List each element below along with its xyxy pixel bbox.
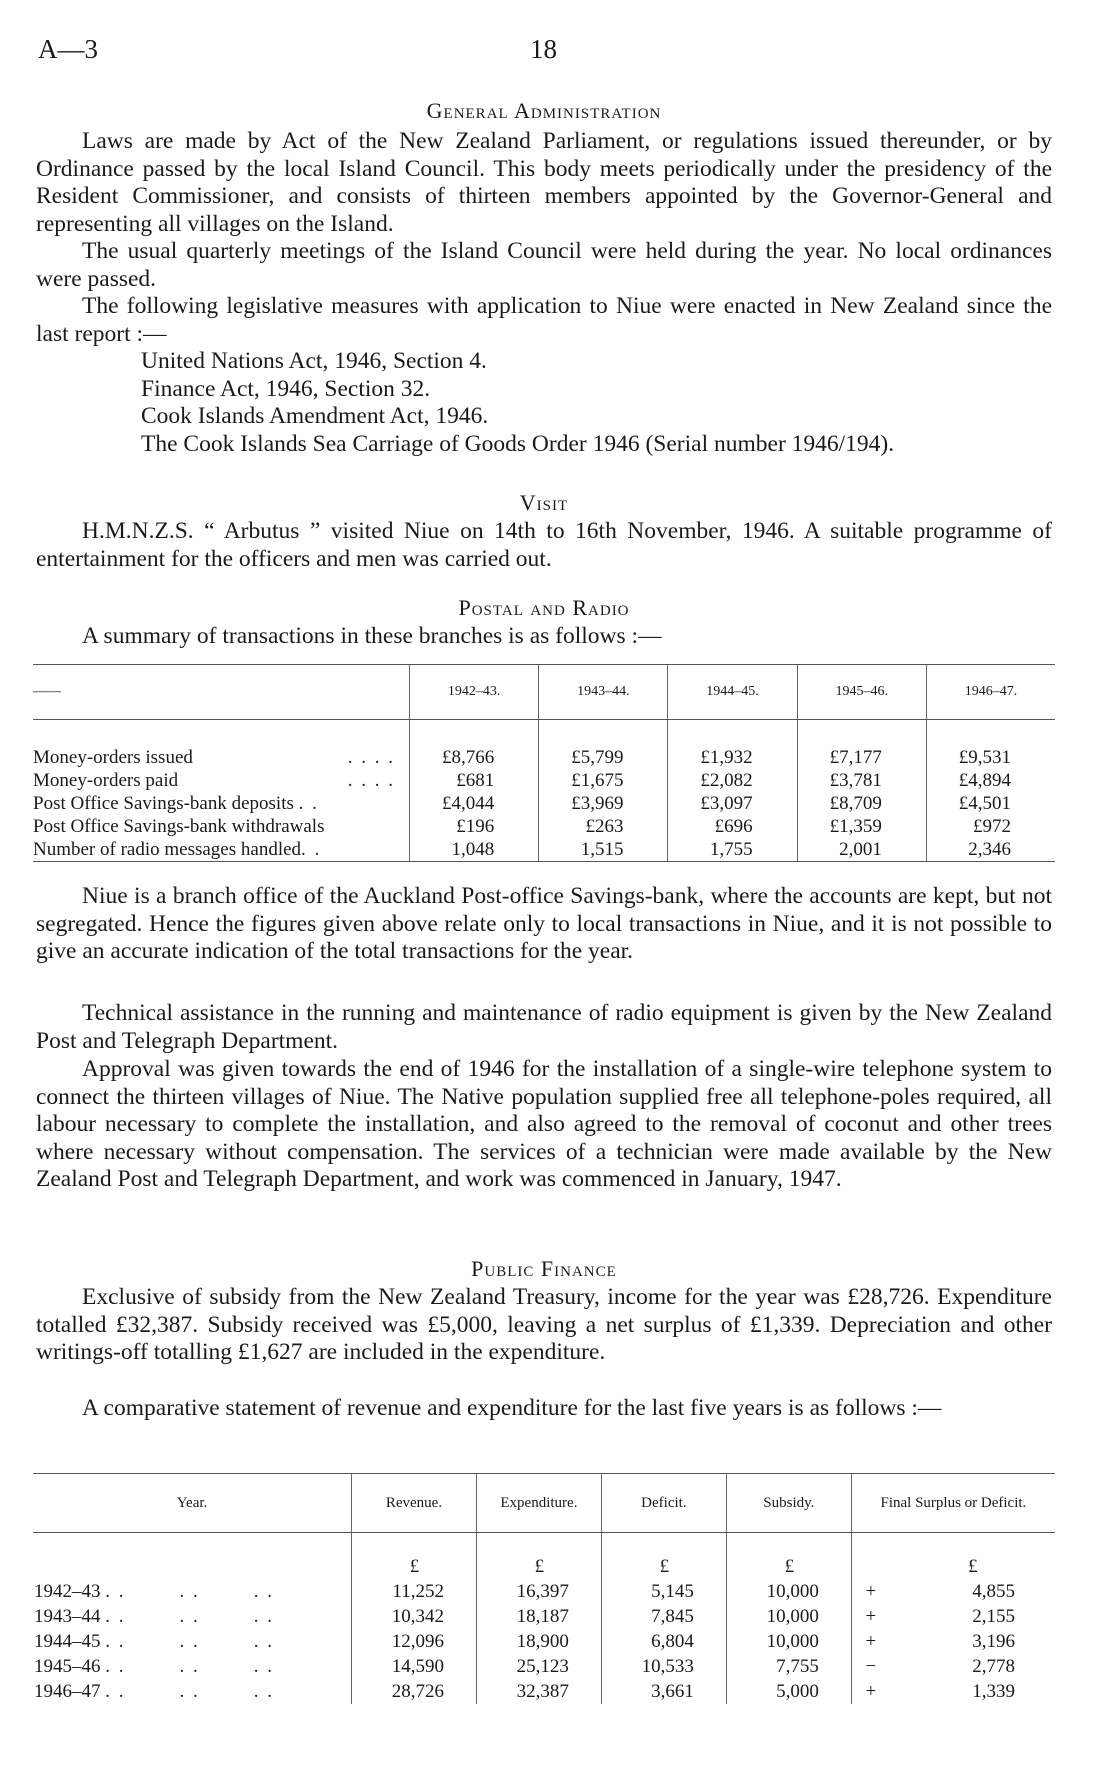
column-header: Final Surplus or Deficit.: [851, 1474, 1055, 1533]
table-cell: 1,339: [972, 1680, 1015, 1702]
sign-cell: +: [851, 1679, 890, 1704]
column-header: Subsidy.: [726, 1474, 851, 1533]
column-header: Revenue.: [352, 1474, 477, 1533]
legislation-item: United Nations Act, 1946, Section 4.: [141, 348, 487, 374]
row-label: Post Office Savings-bank deposits: [33, 792, 294, 814]
revenue-expenditure-table: [33, 1473, 1055, 1704]
row-label: Number of radio messages handled: [33, 838, 302, 860]
table-cell: 4,855: [972, 1580, 1015, 1602]
table-cell: £3,969: [539, 792, 668, 815]
column-header: 1942–43.: [410, 665, 539, 720]
unit-label: £: [968, 1556, 978, 1577]
finance-paragraph-1: Exclusive of subsidy from the New Zealand Treasury, income for the year was £28,726. Expenditure totalled £32,387. Subsidy received was £5,000, leaving a net surplus of £1,339. Depreciation and other writings-off totalling £1,627 are included in the expenditure.: [36, 1284, 1052, 1365]
admin-paragraph-3: The following legislative measures with application to Niue were enacted in New Zealand since the last report :—: [36, 293, 1052, 347]
column-header: Expenditure.: [476, 1474, 601, 1533]
column-header: 1943–44.: [539, 665, 668, 720]
finance-paragraph-2: A comparative statement of revenue and expenditure for the last five years is as follows :—: [82, 1395, 942, 1421]
table-cell: 18,187: [476, 1604, 601, 1629]
table-cell: £5,799: [539, 746, 668, 769]
table-row: [33, 792, 1055, 815]
table-cell: 3,196: [972, 1630, 1015, 1652]
table-cell: 2,778: [972, 1655, 1015, 1677]
table-header-row: [33, 1474, 1055, 1533]
table-cell: 28,726: [352, 1679, 477, 1704]
postal-paragraph-3: Approval was given towards the end of 1946 for the installation of a single-wire telephone system to connect the thirteen villages of Niue. The Native population supplied free all telephone-poles required, all labour necessary to complete the installation, and also agreed to the removal of coconut and other trees where necessary without compensation. The services of a technician were made available by the New Zealand Post and Telegraph Department, and work was commenced in January, 1947.: [36, 1056, 1052, 1192]
row-label: Money-orders paid: [33, 769, 179, 791]
column-header: 1946–47.: [926, 665, 1055, 720]
leader-dots: . . . . . .: [105, 1605, 274, 1627]
table-cell: 7,755: [726, 1654, 851, 1679]
table-cell: 32,387: [476, 1679, 601, 1704]
table-row: [33, 769, 1055, 792]
table-cell: 6,804: [601, 1629, 726, 1654]
sign-cell: +: [851, 1579, 890, 1604]
table-cell: 12,096: [352, 1629, 477, 1654]
admin-paragraph-1: Laws are made by Act of the New Zealand Parliament, or regulations issued thereunder, or by Ordinance passed by the local Island Council. This body meets periodically under the presidency of the Resident Commissioner, and consists of thirteen members appointed by the Governor-General and representing all villages on the Island.: [36, 128, 1052, 237]
report-reference: A—3: [38, 34, 98, 64]
table-cell: 10,342: [352, 1604, 477, 1629]
leader-dots: . . . . . .: [105, 1630, 274, 1652]
leader-dots: . . . . . .: [105, 1655, 274, 1677]
table-row: [33, 838, 1055, 862]
table-row: [33, 815, 1055, 838]
year-label: 1944–45: [34, 1630, 101, 1652]
leader-dots: . . . .: [347, 769, 395, 791]
unit-label: £: [476, 1533, 601, 1580]
table-cell: 25,123: [476, 1654, 601, 1679]
legislation-item: Cook Islands Amendment Act, 1946.: [141, 403, 489, 429]
section-heading-visit: Visit: [519, 490, 569, 515]
section-heading-general-administration: General Administration: [426, 98, 662, 123]
table-row: [33, 1579, 1055, 1604]
section-heading-postal-radio: Postal and Radio: [458, 595, 630, 620]
table-cell: 7,845: [601, 1604, 726, 1629]
legislation-item: The Cook Islands Sea Carriage of Goods Order 1946 (Serial number 1946/194).: [141, 430, 895, 457]
table-cell: 10,000: [726, 1579, 851, 1604]
year-label: 1946–47: [34, 1680, 101, 1702]
leader-dots: . .: [301, 838, 322, 860]
unit-row: [33, 1533, 1055, 1580]
column-header: Deficit.: [601, 1474, 726, 1533]
table-cell: 2,155: [972, 1605, 1015, 1627]
table-row: [33, 746, 1055, 769]
table-cell: £2,082: [668, 769, 797, 792]
leader-dots: . . . . . .: [105, 1680, 274, 1702]
table-cell: 14,590: [352, 1654, 477, 1679]
table-cell: 11,252: [352, 1579, 477, 1604]
table-cell: 2,346: [926, 838, 1055, 862]
leader-dots: . . . . . .: [105, 1580, 274, 1602]
postal-radio-table: [33, 664, 1055, 862]
sign-cell: −: [851, 1654, 890, 1679]
table-cell: £4,044: [410, 792, 539, 815]
table-cell: 5,000: [726, 1679, 851, 1704]
table-cell: £696: [668, 815, 797, 838]
table-cell: £3,781: [797, 769, 926, 792]
table-cell: £8,766: [410, 746, 539, 769]
table-cell: £1,359: [797, 815, 926, 838]
table-cell: £8,709: [797, 792, 926, 815]
column-header: 1944–45.: [668, 665, 797, 720]
table-cell: £1,675: [539, 769, 668, 792]
table-cell: 2,001: [797, 838, 926, 862]
table-row: [33, 1604, 1055, 1629]
postal-paragraph-2: Technical assistance in the running and maintenance of radio equipment is given by the New Zealand Post and Telegraph Department.: [36, 1000, 1052, 1054]
sign-cell: +: [851, 1604, 890, 1629]
table-cell: £1,932: [668, 746, 797, 769]
table-row: [33, 1629, 1055, 1654]
table-cell: £4,501: [926, 792, 1055, 815]
postal-intro: A summary of transactions in these branches is as follows :—: [82, 623, 662, 649]
table-cell: £9,531: [926, 746, 1055, 769]
page-number: 18: [530, 34, 557, 64]
table-cell: £3,097: [668, 792, 797, 815]
table-cell: £4,894: [926, 769, 1055, 792]
table-cell: £263: [539, 815, 668, 838]
stub-header: ——: [33, 665, 410, 720]
table-row: [33, 1654, 1055, 1679]
admin-paragraph-2: The usual quarterly meetings of the Island Council were held during the year. No local ordinances were passed.: [36, 238, 1052, 292]
year-label: 1945–46: [34, 1655, 101, 1677]
unit-label: £: [601, 1533, 726, 1580]
leader-dots: . . . .: [347, 746, 395, 768]
table-cell: 16,397: [476, 1579, 601, 1604]
unit-label: £: [726, 1533, 851, 1580]
table-cell: 1,048: [410, 838, 539, 862]
table-cell: £7,177: [797, 746, 926, 769]
table-cell: 18,900: [476, 1629, 601, 1654]
table-cell: 10,000: [726, 1629, 851, 1654]
column-header: Year.: [33, 1474, 352, 1533]
table-row: [33, 1679, 1055, 1704]
postal-paragraph-1: Niue is a branch office of the Auckland Post-office Savings-bank, where the accounts are kept, but not segregated. Hence the figures given above relate only to local transactions in Niue, and it is not possible to give an accurate indication of the total transactions for the year.: [36, 883, 1052, 964]
visit-paragraph: H.M.N.Z.S. “ Arbutus ” visited Niue on 14th to 16th November, 1946. A suitable programme of entertainment for the officers and men was carried out.: [36, 518, 1052, 572]
table-cell: 10,000: [726, 1604, 851, 1629]
year-label: 1942–43: [34, 1580, 101, 1602]
table-cell: 5,145: [601, 1579, 726, 1604]
table-cell: 10,533: [601, 1654, 726, 1679]
legislation-item: Finance Act, 1946, Section 32.: [141, 375, 431, 402]
table-cell: £196: [410, 815, 539, 838]
unit-label: £: [352, 1533, 477, 1580]
legislation-list: [141, 348, 894, 458]
sign-cell: +: [851, 1629, 890, 1654]
row-label: Post Office Savings-bank withdrawals: [33, 815, 325, 837]
table-cell: £972: [926, 815, 1055, 838]
year-label: 1943–44: [34, 1605, 101, 1627]
section-heading-public-finance: Public Finance: [471, 1256, 617, 1281]
table-cell: 3,661: [601, 1679, 726, 1704]
table-header-row: [33, 665, 1055, 720]
table-cell: 1,755: [668, 838, 797, 862]
row-label: Money-orders issued: [33, 746, 193, 768]
column-header: 1945–46.: [797, 665, 926, 720]
table-cell: £681: [410, 769, 539, 792]
leader-dots: . .: [298, 792, 319, 814]
table-cell: 1,515: [539, 838, 668, 862]
